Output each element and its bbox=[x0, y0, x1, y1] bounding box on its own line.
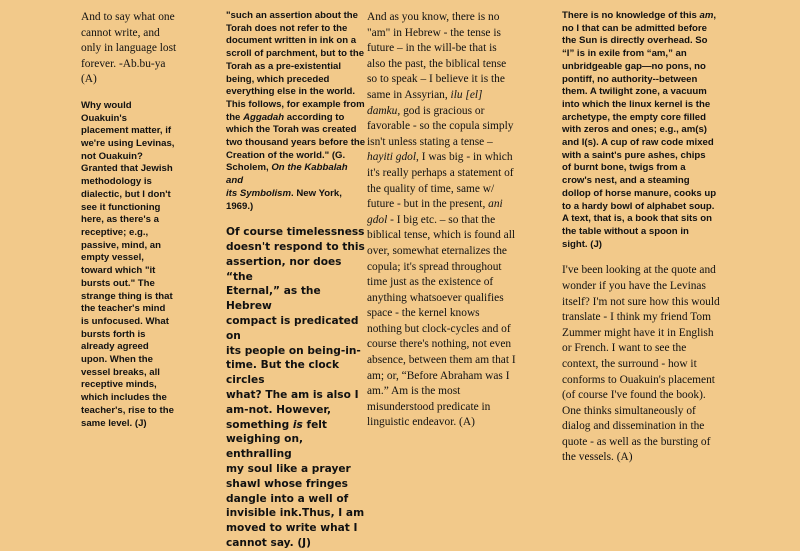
col3-text-3: , I was big - in which it's really perhaps a statement of the quality of time, same w/ future - but in the present, bbox=[367, 151, 514, 211]
col4-text-2: , no I that can be admitted before the Sun is directly overhead. So “I” is in exile from “am,” an unbridgeable gap—no pons, no pontiff, no authority--between them. A twilight zone, a vacuum into which the linux kernel is the archetype, the empty core filled with zeros and ones; e.g., am(s) and I(s). A cup of raw code mixed with a saint's pure ashes, chips of burnt bone, twigs from a crow's nest, and a steaming dollop of horse manure, cooks up to a hardy bowl of alphabet soup. A text, that is, a book that sits on the table without a spoon in sight. (J) bbox=[562, 10, 717, 250]
col2-para-text-2: felt weighing on, enthralling my soul like a prayer shawl whose fringes dangle into a well of invisible ink.Thus, I am moved to write what I cannot say. (J) bbox=[226, 418, 365, 549]
col3-italic-3: ani gdol bbox=[367, 198, 503, 226]
col3-italic-1: ilu [el] damku, bbox=[367, 88, 483, 117]
col2-para-text-1: Of course timelessness doesn't respond to this assertion, nor does “the Eternal,” as the Hebrew compact is predicated on its people on being-in- time. But the clock circles what? The am is also I am-not. However, something bbox=[226, 226, 365, 431]
col4-italic-1: am bbox=[699, 10, 714, 21]
col1-paragraph-1: And to say what one cannot write, and only in language lost forever. -Ab.bu-ya (A) bbox=[81, 11, 177, 86]
col2-quote-italic-2: On the Kabbalah and its Symbolism bbox=[226, 162, 348, 199]
col2-quote bbox=[226, 10, 366, 213]
col4-paragraph-1 bbox=[562, 10, 737, 251]
col3-italic-2: hayiti gdol bbox=[367, 151, 417, 164]
column-1 bbox=[81, 10, 199, 430]
column-2 bbox=[226, 10, 366, 551]
col3-text-4: - I big etc. – so that the biblical tense, which is found all over, somewhat eternalizes the copula; it's spread throughout time just as the existence of anything whatsoever qualifies space - the kernel knows nothing but clock-cycles and of course there's nothing, not even absence, between them am that I am; or, “Before Abraham was I am.” Am is the most misunderstood predicate in linguistic endeavor. (A) bbox=[367, 213, 516, 429]
col4-paragraph-2: I've been looking at the quote and wonder if you have the Levinas itself? I'm not sure how this would translate - I think my friend Tom Zummer might have it in English or French. I want to see the context, the surround - how it conforms to Ouakuin's placement (of course I've found the book). One thinks simultaneously of dialog and dissemination in the quote - as well as the bursting of the vessels. (A) bbox=[562, 264, 720, 464]
col3-text-1: And as you know, there is no "am" in Hebrew - the tense is future – in the will-be that is also the past, the biblical tense so to speak – I believe it is the same in Assyrian, bbox=[367, 11, 507, 101]
col1-paragraph-2: Why would Ouakuin's placement matter, if we're using Levinas, not Ouakuin? Granted that Jewish methodology is dialectic, but I don't see it functioning here, as there's a receptive; e.g., passive, mind, an empty vessel, toward which "it bursts out." The strange thing is that the teacher's mind is unfocused. What bursts forth is already agreed upon. When the vessel breaks, all receptive minds, which includes the teacher's, rise to the same level. (J) bbox=[81, 99, 175, 429]
column-4 bbox=[562, 10, 737, 466]
col3-text-2: god is gracious or favorable - so the copula simply isn't unless stating a tense – bbox=[367, 104, 514, 148]
col2-para-italic: is bbox=[292, 418, 303, 431]
col2-paragraph bbox=[226, 225, 366, 551]
col2-quote-italic-1: Aggadah bbox=[243, 111, 285, 123]
col4-text-1: There is no knowledge of this bbox=[562, 10, 700, 21]
column-3 bbox=[367, 10, 527, 431]
col2-quote-text-2: according to which the Torah was created two thousand years before the Creation of the world." (G. Scholem, bbox=[226, 111, 366, 174]
col2-quote-text-1: "such an assertion about the Torah does not refer to the document written in ink on a scroll of parchment, but to the Torah as a pre-existential being, which preceded everything else in the world. This follows, for example from the bbox=[226, 10, 365, 123]
col2-quote-text-3: . New York, 1969.) bbox=[226, 187, 342, 212]
col3-paragraph bbox=[367, 10, 527, 431]
